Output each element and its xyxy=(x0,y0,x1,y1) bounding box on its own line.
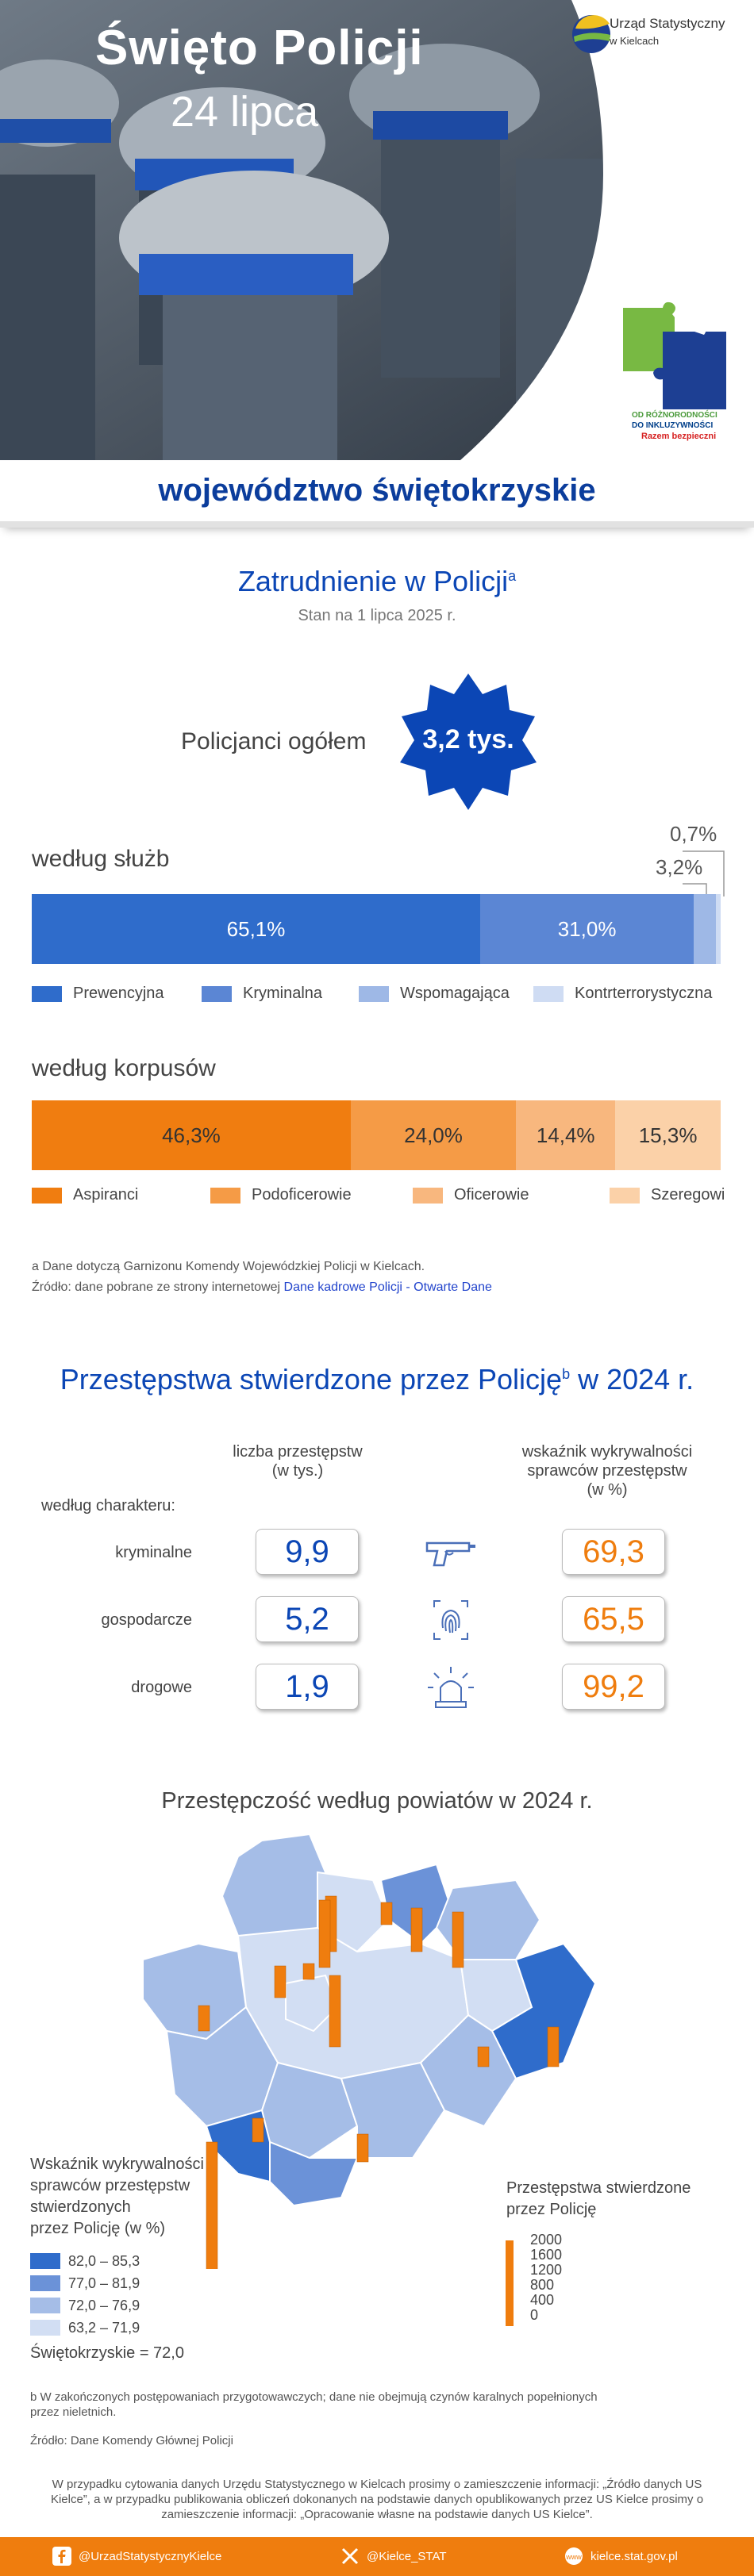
citation-note: W przypadku cytowania danych Urzędu Statystycznego w Kielcach prosimy o zamieszczenie informacji: „Źródło danych US Kielce”, a w przypadku publikowania obliczeń dokonanych na podstawie danych opublikowanych przez US Kielce prosimy o zamieszczenie informacji: „Opracowanie własne na podstawie danych US Kielce”. xyxy=(50,2478,704,2521)
map-bar xyxy=(198,2006,210,2031)
police-total-label: Policjanci ogółem xyxy=(181,728,367,754)
services-small-label-2: 3,2% xyxy=(656,855,703,879)
county-konskie xyxy=(222,1834,325,1944)
map-legend-range: 82,0 – 85,3 xyxy=(68,2252,140,2269)
crime-rate-box: 99,2 xyxy=(562,1664,665,1710)
legend-item-prewencyjna xyxy=(32,985,164,1003)
map-bar xyxy=(252,2118,264,2142)
map-bar xyxy=(452,1912,464,1968)
bar-segment-prewencyjna: 65,1% xyxy=(32,894,480,964)
footer-web[interactable]: www kielce.stat.gov.pl xyxy=(564,2546,678,2566)
map-bar xyxy=(303,1964,314,1979)
puzzle-caption-1: OD RÓŻNORODNOŚCI xyxy=(632,411,717,420)
legend-label: Oficerowie xyxy=(454,1186,529,1204)
us-kielce-logo xyxy=(571,6,750,62)
legend-label: Aspiranci xyxy=(73,1186,139,1204)
crime-count-box: 5,2 xyxy=(256,1596,359,1642)
legend-label: Kryminalna xyxy=(243,985,323,1002)
map-legend-range: 63,2 – 71,9 xyxy=(68,2319,140,2336)
map-region-total: Świętokrzyskie = 72,0 xyxy=(30,2344,184,2362)
bars-tick-label: 1200 xyxy=(530,2262,563,2278)
legend-swatch xyxy=(413,1188,443,1204)
footnote-b: b W zakończonych postępowaniach przygotowawczych; dane nie obejmują czynów karalnych popełnionych przez nieletnich. xyxy=(30,2390,598,2419)
legend-swatch xyxy=(210,1188,240,1204)
legend-label: Szeregowi xyxy=(651,1186,725,1204)
map-legend-swatch xyxy=(30,2275,60,2291)
crime-row-label: gospodarcze xyxy=(101,1611,192,1629)
legend-item-aspiranci xyxy=(32,1186,138,1204)
services-bar xyxy=(32,894,721,964)
crime-rate-box: 65,5 xyxy=(562,1596,665,1642)
services-label: według służb xyxy=(32,846,170,872)
services-small-label-1: 0,7% xyxy=(670,822,717,846)
puzzle-caption-2: DO INKLUZYWNOŚCI xyxy=(632,421,714,430)
map-legend-class xyxy=(30,2294,140,2317)
legend-swatch xyxy=(32,986,62,1002)
footer-facebook[interactable]: @UrzadStatystycznyKielce xyxy=(52,2546,221,2566)
legend-swatch xyxy=(32,1188,62,1204)
footnote-a: a Dane dotyczą Garnizonu Komendy Wojewódzkiej Policji w Kielcach. xyxy=(32,1260,425,1273)
crime-title: Przestępstwa stwierdzone przez Policję$^b$ w 2024 r. xyxy=(60,1363,694,1395)
legend-label: Wspomagająca xyxy=(400,985,510,1002)
map-legend-range: 72,0 – 76,9 xyxy=(68,2297,140,2313)
county-ostrowiecki xyxy=(437,1880,540,1960)
link-kadrowe[interactable]: Dane kadrowe Policji xyxy=(283,1280,402,1294)
employment-title: Zatrudnienie w Policji$^a$ xyxy=(237,565,517,597)
crime-row-label: drogowe xyxy=(131,1679,192,1696)
legend-item-szeregowi xyxy=(610,1186,725,1204)
bar-segment-wspomagająca xyxy=(694,894,716,964)
map-bar xyxy=(357,2134,368,2162)
count-column-header: liczba przestępstw (w tys.) xyxy=(233,1443,363,1480)
bars-tick-label: 1600 xyxy=(530,2247,563,2263)
bars-legend-ticks xyxy=(530,2232,562,2323)
callout-lines xyxy=(683,847,730,899)
corps-label: według korpusów xyxy=(32,1055,216,1081)
police-total-value: 3,2 tys. xyxy=(422,724,514,754)
bars-tick-label: 800 xyxy=(530,2277,555,2293)
map-legend-swatch xyxy=(30,2298,60,2313)
bars-legend-title: Przestępstwa stwierdzone przez Policję xyxy=(506,2179,691,2218)
puzzle-caption-3: Razem bezpieczni xyxy=(641,432,717,441)
logo-name: Urząd Statystyczny xyxy=(610,16,725,31)
x-icon xyxy=(340,2546,360,2566)
employment-subtitle: Stan na 1 lipca 2025 r. xyxy=(298,607,456,624)
rate-column-header: wskaźnik wykrywalności sprawców przestępstw (w %) xyxy=(521,1443,693,1499)
footnote-b-source: Źródło: Dane Komendy Głównej Policji xyxy=(30,2434,233,2447)
bar-segment-szeregowi: 15,3% xyxy=(615,1100,721,1170)
crime-row-label: kryminalne xyxy=(115,1544,192,1561)
bar-segment-aspiranci: 46,3% xyxy=(32,1100,351,1170)
logo-subtitle: w Kielcach xyxy=(610,35,660,47)
map-bar xyxy=(411,1908,422,1952)
map-legend-class xyxy=(30,2272,140,2294)
map-legend-title: Wskaźnik wykrywalności sprawców przestępstw stwierdzonych przez Policję (w %) xyxy=(30,2156,204,2237)
legend-label: Prewencyjna xyxy=(73,985,164,1002)
bar-segment-kryminalna: 31,0% xyxy=(480,894,694,964)
legend-label: Podoficerowie xyxy=(252,1186,352,1204)
corps-bar xyxy=(32,1100,721,1170)
map-legend-range: 77,0 – 81,9 xyxy=(68,2275,140,2291)
gun-icon xyxy=(423,1529,479,1576)
crime-count-box: 1,9 xyxy=(256,1664,359,1710)
map-bar xyxy=(275,1966,286,1998)
hero-banner xyxy=(0,0,754,460)
map-bar xyxy=(206,2142,217,2269)
map-bar xyxy=(548,2027,559,2067)
footer-bar xyxy=(0,2537,754,2576)
map-legend-swatch xyxy=(30,2320,60,2336)
source-note: Źródło: dane pobrane ze strony internetowej Dane kadrowe Policji - Otwarte Dane xyxy=(32,1280,492,1294)
legend-item-oficerowie xyxy=(413,1186,529,1204)
footer-x[interactable]: @Kielce_STAT xyxy=(340,2546,447,2566)
by-character-label: według charakteru: xyxy=(41,1497,175,1515)
bars-tick-label: 400 xyxy=(530,2292,555,2308)
legend-swatch xyxy=(610,1188,640,1204)
crime-count-box: 9,9 xyxy=(256,1529,359,1575)
legend-item-podoficerowie xyxy=(210,1186,352,1204)
legend-swatch xyxy=(202,986,232,1002)
map-bar xyxy=(329,1975,340,2047)
map-legend-swatch xyxy=(30,2253,60,2269)
legend-swatch xyxy=(533,986,564,1002)
map-legend-class xyxy=(30,2250,140,2272)
globe-icon xyxy=(564,2546,584,2566)
bar-segment-podoficerowie: 24,0% xyxy=(351,1100,516,1170)
legend-swatch xyxy=(359,986,389,1002)
facebook-icon xyxy=(52,2546,72,2566)
map-title: Przestępczość według powiatów w 2024 r. xyxy=(161,1788,593,1814)
bars-tick-label: 2000 xyxy=(530,2232,563,2248)
puzzle-icon xyxy=(615,300,734,411)
hero-date: 24 lipca xyxy=(171,88,319,136)
legend-item-wspomagająca xyxy=(359,985,510,1003)
legend-item-kontrterrorystyczna xyxy=(533,985,712,1003)
fingerprint-icon xyxy=(423,1596,479,1644)
police-light-icon xyxy=(423,1664,479,1711)
crime-rate-box: 69,3 xyxy=(562,1529,665,1575)
legend-label: Kontrterrorystyczna xyxy=(575,985,713,1002)
legend-item-kryminalna xyxy=(202,985,322,1003)
hero-title: Święto Policji xyxy=(95,21,424,75)
region-title: województwo świętokrzyskie xyxy=(158,473,596,508)
svg-text:www: www xyxy=(566,2553,582,2561)
map-legend-classes xyxy=(30,2250,140,2339)
map-bar xyxy=(319,1900,330,1968)
bar-segment-kontrterrorystyczna xyxy=(716,894,721,964)
bar-segment-oficerowie: 14,4% xyxy=(516,1100,615,1170)
map-bar xyxy=(381,1902,392,1925)
map-legend-class xyxy=(30,2317,140,2339)
map-bar xyxy=(478,2047,489,2067)
link-otwarte-dane[interactable]: Otwarte Dane xyxy=(414,1280,492,1294)
bars-tick-label: 0 xyxy=(530,2307,539,2323)
